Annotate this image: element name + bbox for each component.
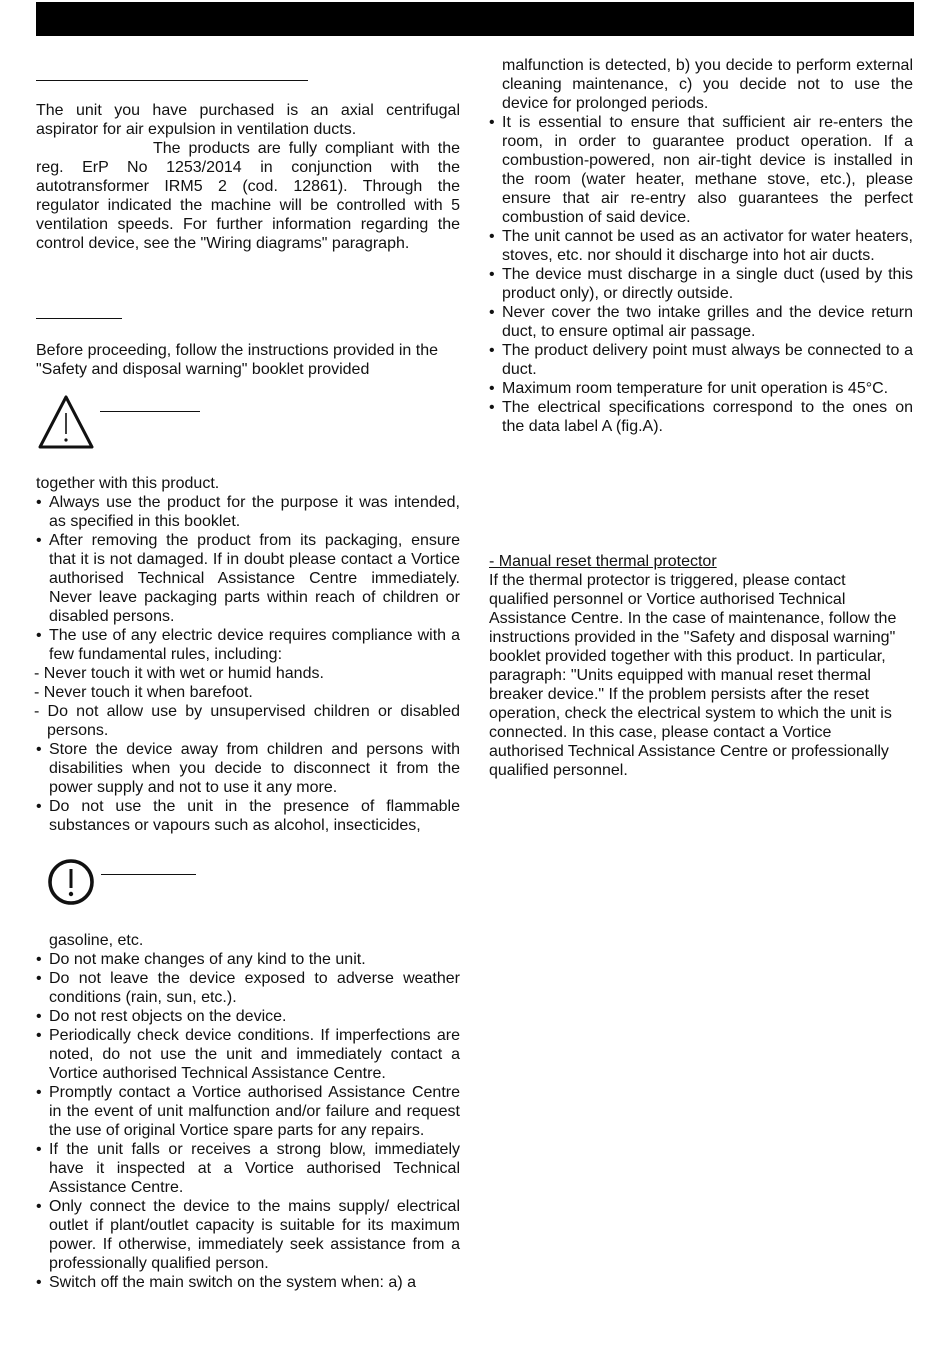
list-item: • It is essential to ensure that sufficient air re-enters the room, in order to guarantee product operation. If a combustion-powered, non air-tight device is installed in the room (water heater, methane stove, etc.), please ensure that air re-entry also guarantees the perfect combustion of said device. bbox=[489, 113, 913, 227]
list-item: • After removing the product from its packaging, ensure that it is not damaged. If in doubt please contact a Vortice authorised Technical Assistance Centre immediately. Never leave packaging parts within reach of children or disabled persons. bbox=[36, 531, 460, 626]
list-item: • Never cover the two intake grilles and the device return duct, to ensure optimal air passage. bbox=[489, 303, 913, 341]
thermal-protector-text: If the thermal protector is triggered, please contact qualified personnel or Vortice authorised Technical Assistance Centre. In the case of maintenance, follow the instructions provided in the "Safety and disposal warning" booklet provided together with this product. In particular, paragraph: "Units equipped with manual reset thermal breaker device." If the problem persists after the reset operation, check the electrical system to which the unit is connected. In this case, please contact a Vortice authorised Technical Assistance Centre or professionally qualified personnel. bbox=[489, 572, 897, 779]
list-item: • Always use the product for the purpose it was intended, as specified in this booklet. bbox=[36, 493, 460, 531]
list-item: • The device must discharge in a single duct (used by this product only), or directly outside. bbox=[489, 265, 913, 303]
safety-intro: Before proceeding, follow the instructions provided in the "Safety and disposal warning" booklet provided bbox=[36, 342, 439, 378]
list-item: • Store the device away from children and persons with disabilities when you decide to disconnect it from the power supply and not to use it any more. bbox=[36, 740, 460, 797]
safety-list-c bbox=[36, 950, 460, 1292]
list-item: • If the unit falls or receives a strong blow, immediately have it inspected at a Vortice authorised Technical Assistance Centre. bbox=[36, 1140, 460, 1197]
dash-item: - Do not allow use by unsupervised children or disabled persons. bbox=[34, 703, 460, 739]
list-item: • Do not leave the device exposed to adverse weather conditions (rain, sun, etc.). bbox=[36, 969, 460, 1007]
list-item: • The unit cannot be used as an activator for water heaters, stoves, etc. nor should it discharge into hot air ducts. bbox=[489, 227, 913, 265]
right-continued: malfunction is detected, b) you decide to perform external cleaning maintenance, c) you decide not to use the device for prolonged periods. bbox=[502, 57, 913, 112]
warning-label-underline bbox=[100, 411, 200, 412]
list-item: • Promptly contact a Vortice authorised Assistance Centre in the event of unit malfunction and/or failure and request the use of original Vortice spare parts for any repairs. bbox=[36, 1083, 460, 1140]
description-paragraph-2: The products are fully compliant with the reg. ErP No 1253/2014 in conjunction with the autotransformer IRM5 2 (cod. 12861). Through the regulator indicated the machine will be controlled with 5 ventilation speeds. For further information regarding the control device, see the "Wiring diagrams" paragraph. bbox=[36, 140, 460, 252]
list-item: • Only connect the device to the mains supply/ electrical outlet if plant/outlet capacity is suitable for its maximum power. If otherwise, immediately seek assistance from a professionally qualified person. bbox=[36, 1197, 460, 1273]
thermal-protector-heading: - Manual reset thermal protector bbox=[489, 553, 717, 570]
list-item: • The electrical specifications correspond to the ones on the data label A (fig.A). bbox=[489, 398, 913, 436]
caution-circle-icon bbox=[47, 858, 95, 911]
section-underline-description bbox=[36, 80, 308, 81]
header-bar bbox=[36, 2, 914, 36]
description-paragraph-1: The unit you have purchased is an axial centrifugal aspirator for air expulsion in ventilation ducts. bbox=[36, 102, 460, 138]
safety-list-a bbox=[36, 493, 460, 835]
list-item: • The product delivery point must always be connected to a duct. bbox=[489, 341, 913, 379]
list-item: • Switch off the main switch on the system when: a) a bbox=[36, 1273, 460, 1292]
caution-label-underline bbox=[101, 874, 196, 875]
safety-continued: together with this product. bbox=[36, 475, 220, 492]
list-item: • Maximum room temperature for unit operation is 45°C. bbox=[489, 379, 913, 398]
warning-triangle-icon bbox=[38, 394, 94, 455]
list-item: • Periodically check device conditions. If imperfections are noted, do not use the unit and immediately contact a Vortice authorised Technical Assistance Centre. bbox=[36, 1026, 460, 1083]
list-item: • The use of any electric device requires compliance with a few fundamental rules, including: bbox=[36, 626, 460, 664]
list-item: • Do not make changes of any kind to the unit. bbox=[36, 950, 460, 969]
list-item: • Do not rest objects on the device. bbox=[36, 1007, 460, 1026]
dash-item: - Never touch it with wet or humid hands. bbox=[34, 665, 324, 682]
section-underline-safety bbox=[36, 318, 122, 319]
dash-item: - Never touch it when barefoot. bbox=[34, 684, 253, 701]
list-item: • Do not use the unit in the presence of flammable substances or vapours such as alcohol, insecticides, bbox=[36, 797, 460, 835]
safety-continued-2: gasoline, etc. bbox=[49, 932, 144, 949]
right-list bbox=[489, 113, 913, 436]
